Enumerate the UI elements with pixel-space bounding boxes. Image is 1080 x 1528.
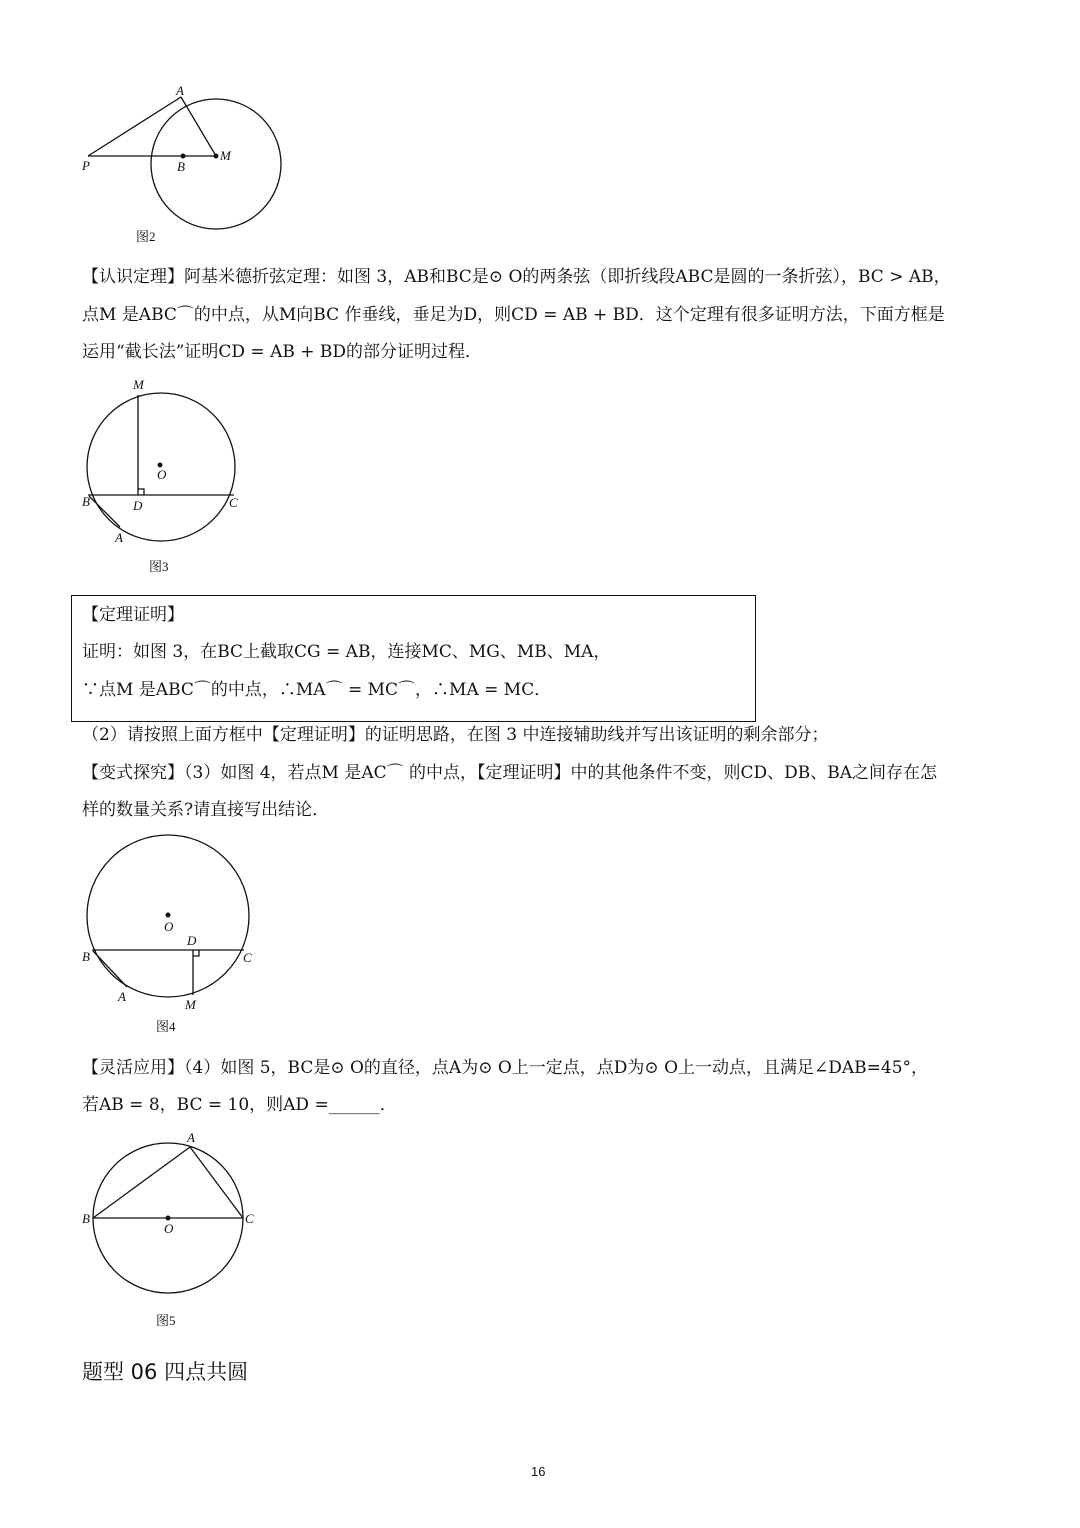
theorem-line-1: 【认识定理】阿基米德折弦定理：如图 3，AB和BC是⊙ O的两条弦（即折线段ABC是圆的一条折弦），BC > AB， xyxy=(82,267,951,287)
question-2: （2）请按照上面方框中【定理证明】的证明思路，在图 3 中连接辅助线并写出该证明的剩余部分； xyxy=(82,725,829,745)
proof-box-title: 【定理证明】 xyxy=(82,605,184,625)
theorem-line-2: 点M 是ABC⌒的中点，从M向BC 作垂线，垂足为D，则CD = AB + BD．这个定理有很多证明方法，下面方框是 xyxy=(82,305,945,325)
fig3-caption: 图3 xyxy=(149,559,169,574)
figure-5 xyxy=(93,1143,243,1293)
fig5-label-a: A xyxy=(187,1130,195,1145)
question-3-line-2: 样的数量关系?请直接写出结论． xyxy=(82,800,330,820)
fig2-point-b xyxy=(181,154,185,158)
fig3-label-d: D xyxy=(133,498,143,513)
section-heading: 题型 06 四点共圆 xyxy=(82,1360,249,1384)
fig2-label-a: A xyxy=(176,83,184,98)
fig3-label-o: O xyxy=(157,467,167,482)
fig3-label-b: B xyxy=(82,494,90,509)
fig3-label-c: C xyxy=(229,495,238,510)
fig4-label-b: B xyxy=(82,949,90,964)
fig4-label-d: D xyxy=(187,933,197,948)
fig4-right-angle xyxy=(193,950,199,956)
fig5-line-ba xyxy=(93,1147,190,1218)
fig3-label-m: M xyxy=(133,377,144,392)
proof-line-2: ∵点M 是ABC⌒的中点，∴MA⌒ = MC⌒，∴MA = MC． xyxy=(82,680,552,700)
fig3-label-a: A xyxy=(115,530,123,545)
fig2-caption: 图2 xyxy=(136,229,156,244)
figure-4 xyxy=(87,835,249,997)
fig3-right-angle xyxy=(138,489,144,495)
fig5-label-b: B xyxy=(82,1211,90,1226)
fig3-line-ba xyxy=(89,496,120,527)
fig2-label-b: B xyxy=(177,159,185,174)
fig4-label-o: O xyxy=(164,919,174,934)
fig5-point-o xyxy=(166,1216,170,1220)
question-3-line-1: 【变式探究】（3）如图 4，若点M 是AC⌒ 的中点，【定理证明】中的其他条件不变，则CD、DB、BA之间存在怎 xyxy=(82,763,938,783)
fig4-label-m: M xyxy=(185,997,196,1012)
fig2-point-m xyxy=(214,154,218,158)
question-4-line-2: 若AB = 8，BC = 10，则AD =______． xyxy=(82,1095,397,1115)
fig5-caption: 图5 xyxy=(156,1313,176,1328)
fig2-label-m: M xyxy=(220,148,231,163)
fig2-line-am xyxy=(181,97,216,156)
fig4-label-a: A xyxy=(118,989,126,1004)
fig5-label-c: C xyxy=(245,1211,254,1226)
fig2-circle xyxy=(151,99,281,229)
proof-line-1: 证明：如图 3，在BC上截取CG = AB，连接MC、MG、MB、MA， xyxy=(82,642,611,662)
page-number: 16 xyxy=(531,1464,546,1479)
fig4-caption: 图4 xyxy=(156,1019,176,1034)
fig4-point-o xyxy=(166,913,170,917)
theorem-line-3: 运用“截长法”证明CD = AB + BD的部分证明过程． xyxy=(82,342,483,362)
fig2-label-p: P xyxy=(82,158,90,173)
fig5-label-o: O xyxy=(164,1221,174,1236)
fig5-line-ac xyxy=(190,1147,243,1218)
question-4-line-1: 【灵活应用】（4）如图 5，BC是⊙ O的直径，点A为⊙ O上一定点，点D为⊙ O上一动点，且满足∠DAB=45°， xyxy=(82,1058,929,1078)
fig2-line-pa xyxy=(88,97,181,156)
fig4-line-ba xyxy=(93,951,127,987)
fig4-label-c: C xyxy=(243,950,252,965)
